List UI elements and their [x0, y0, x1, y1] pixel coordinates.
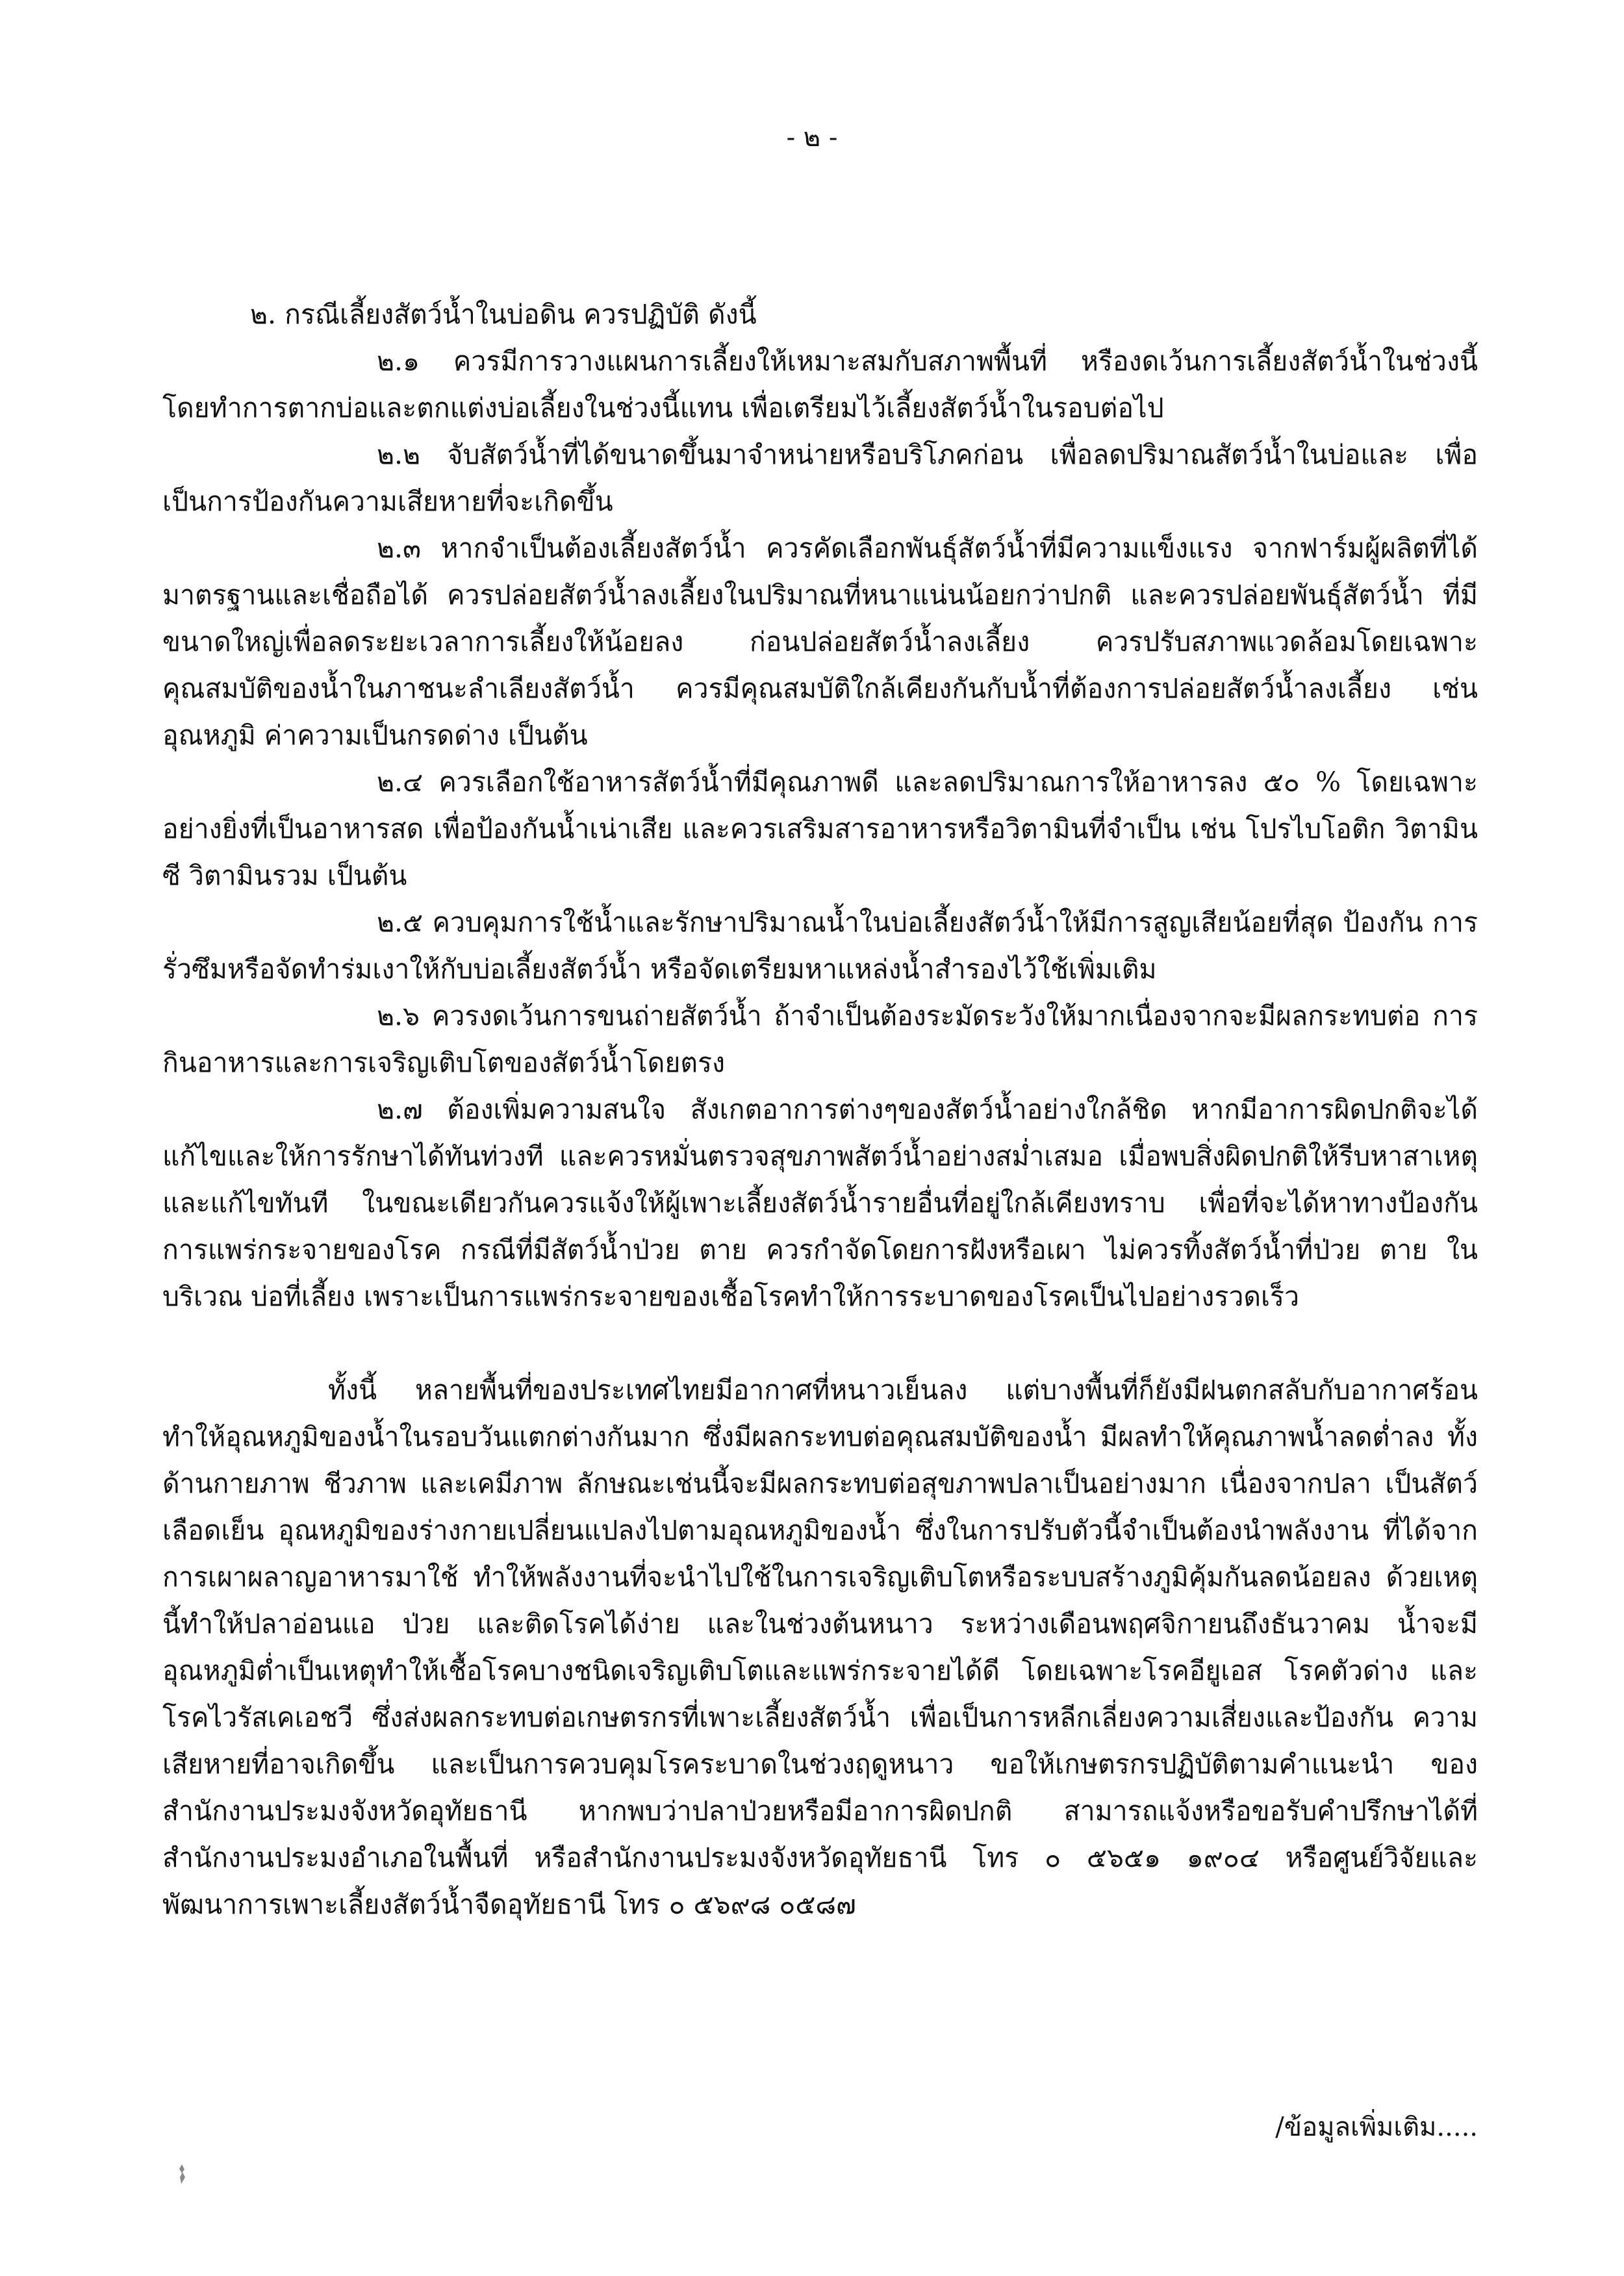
- list-item: ๒.๗ ต้องเพิ่มความสนใจ สังเกตอาการต่างๆของสัตว์น้ำอย่างใกล้ชิด หากมีอาการผิดปกติจะได้ แก้ไขและให้การรักษาได้ทันท่วงที และควรหมั่นตรวจสุขภาพสัตว์น้ำอย่างสม่ำเสมอ เมื่อพบสิ่งผิดปกติให้รีบหาสาเหตุ และแก้ไขทันที ในขณะเดียวกันควรแจ้งให้ผู้เพาะเลี้ยงสัตว์น้ำรายอื่นที่อยู่ใกล้เคียงทราบ เพื่อที่จะได้หาทางป้องกัน การแพร่กระจายของโรค กรณีที่มีสัตว์น้ำป่วย ตาย ควรกำจัดโดยการฝังหรือเผา ไม่ควรทิ้งสัตว์น้ำที่ป่วย ตาย ในบริเวณ บ่อที่เลี้ยง เพราะเป็นการแพร่กระจายของเชื้อโรคทำให้การระบาดของโรคเป็นไปอย่างรวดเร็ว: [162, 1094, 1478, 1312]
- list-item: ๒.๓ หากจำเป็นต้องเลี้ยงสัตว์น้ำ ควรคัดเลือกพันธุ์สัตว์น้ำที่มีความแข็งแรง จากฟาร์มผู้ผลิตที่ได้ มาตรฐานและเชื่อถือได้ ควรปล่อยสัตว์น้ำลงเลี้ยงในปริมาณที่หนาแน่นน้อยกว่าปกติ และควรปล่อยพันธุ์สัตว์น้ำ ที่มีขนาดใหญ่เพื่อลดระยะเวลาการเลี้ยงให้น้อยลง ก่อนปล่อยสัตว์น้ำลงเลี้ยง ควรปรับสภาพแวดล้อมโดยเฉพาะ คุณสมบัติของน้ำในภาชนะลำเลียงสัตว์น้ำ ควรมีคุณสมบัติใกล้เคียงกันกับน้ำที่ต้องการปล่อยสัตว์น้ำลงเลี้ยง เช่น อุณหภูมิ ค่าความเป็นกรดด่าง เป็นต้น: [162, 533, 1478, 751]
- list-item: ๒.๔ ควรเลือกใช้อาหารสัตว์น้ำที่มีคุณภาพดี และลดปริมาณการให้อาหารลง ๕๐ % โดยเฉพาะ อย่างยิ่งที่เป็นอาหารสด เพื่อป้องกันน้ำเน่าเสีย และควรเสริมสารอาหารหรือวิตามินที่จำเป็น เช่น โปรไบโอติก วิตามินซี วิตามินรวม เป็นต้น: [162, 766, 1478, 891]
- list-item: ๒.๖ ควรงดเว้นการขนถ่ายสัตว์น้ำ ถ้าจำเป็นต้องระมัดระวังให้มากเนื่องจากจะมีผลกระทบต่อ การกินอาหารและการเจริญเติบโตของสัตว์น้ำโดยตรง: [162, 1000, 1478, 1078]
- list-item: ๒.๑ ควรมีการวางแผนการเลี้ยงให้เหมาะสมกับสภาพพื้นที่ หรืองดเว้นการเลี้ยงสัตว์น้ำในช่วงนี้ โดยทำการตากบ่อและตกแต่งบ่อเลี้ยงในช่วงนี้แทน เพื่อเตรียมไว้เลี้ยงสัตว์น้ำในรอบต่อไป: [162, 346, 1478, 424]
- list-item: ๒.๒ จับสัตว์น้ำที่ได้ขนาดขึ้นมาจำหน่ายหรือบริโภคก่อน เพื่อลดปริมาณสัตว์น้ำในบ่อและ เพื่อเป็นการป้องกันความเสียหายที่จะเกิดขึ้น: [162, 439, 1478, 517]
- closing-paragraph: ทั้งนี้ หลายพื้นที่ของประเทศไทยมีอากาศที่หนาวเย็นลง แต่บางพื้นที่ก็ยังมีฝนตกสลับกับอากาศร้อน ทำให้อุณหภูมิของน้ำในรอบวันแตกต่างกันมาก ซึ่งมีผลกระทบต่อคุณสมบัติของน้ำ มีผลทำให้คุณภาพน้ำลดต่ำลง ทั้งด้านกายภาพ ชีวภาพ และเคมีภาพ ลักษณะเช่นนี้จะมีผลกระทบต่อสุขภาพปลาเป็นอย่างมาก เนื่องจากปลา เป็นสัตว์เลือดเย็น อุณหภูมิของร่างกายเปลี่ยนแปลงไปตามอุณหภูมิของน้ำ ซึ่งในการปรับตัวนี้จำเป็นต้องนำพลังงาน ที่ได้จากการเผาผลาญอาหารมาใช้ ทำให้พลังงานที่จะนำไปใช้ในการเจริญเติบโตหรือระบบสร้างภูมิคุ้มกันลดน้อยลง ด้วยเหตุนี้ทำให้ปลาอ่อนแอ ป่วย และติดโรคได้ง่าย และในช่วงต้นหนาว ระหว่างเดือนพฤศจิกายนถึงธันวาคม น้ำจะมี อุณหภูมิต่ำเป็นเหตุทำให้เชื้อโรคบางชนิดเจริญเติบโตและแพร่กระจายได้ดี โดยเฉพาะโรคอียูเอส โรคตัวด่าง และโรคไวรัสเคเอชวี ซึ่งส่งผลกระทบต่อเกษตรกรที่เพาะเลี้ยงสัตว์น้ำ เพื่อเป็นการหลีกเลี่ยงความเสี่ยงและป้องกัน ความเสียหายที่อาจเกิดขึ้น และเป็นการควบคุมโรคระบาดในช่วงฤดูหนาว ขอให้เกษตรกรปฏิบัติตามคำแนะนำ ของสำนักงานประมงจังหวัดอุทัยธานี หากพบว่าปลาป่วยหรือมีอาการผิดปกติ สามารถแจ้งหรือขอรับคำปรึกษาได้ที่ สำนักงานประมงอำเภอในพื้นที่ หรือสำนักงานประมงจังหวัดอุทัยธานี โทร ๐ ๕๖๕๑ ๑๙๐๔ หรือศูนย์วิจัยและ พัฒนาการเพาะเลี้ยงสัตว์น้ำจืดอุทัยธานี โทร ๐ ๕๖๙๘ ๐๕๘๗: [162, 1374, 1478, 1920]
- page-number: - ๒ -: [786, 123, 838, 153]
- list-item: ๒.๕ ควบคุมการใช้น้ำและรักษาปริมาณน้ำในบ่อเลี้ยงสัตว์น้ำให้มีการสูญเสียน้อยที่สุด ป้องกัน การรั่วซึมหรือจัดทำร่มเงาให้กับบ่อเลี้ยงสัตว์น้ำ หรือจัดเตรียมหาแหล่งน้ำสำรองไว้ใช้เพิ่มเติม: [162, 907, 1478, 985]
- continuation-note: /ข้อมูลเพิ่มเติม.....: [1275, 2112, 1478, 2142]
- scan-speck-icon: [175, 2163, 188, 2185]
- document-body: [162, 291, 1478, 1928]
- section-heading: ๒. กรณีเลี้ยงสัตว์น้ำในบ่อดิน ควรปฏิบัติ ดังนี้: [250, 299, 757, 330]
